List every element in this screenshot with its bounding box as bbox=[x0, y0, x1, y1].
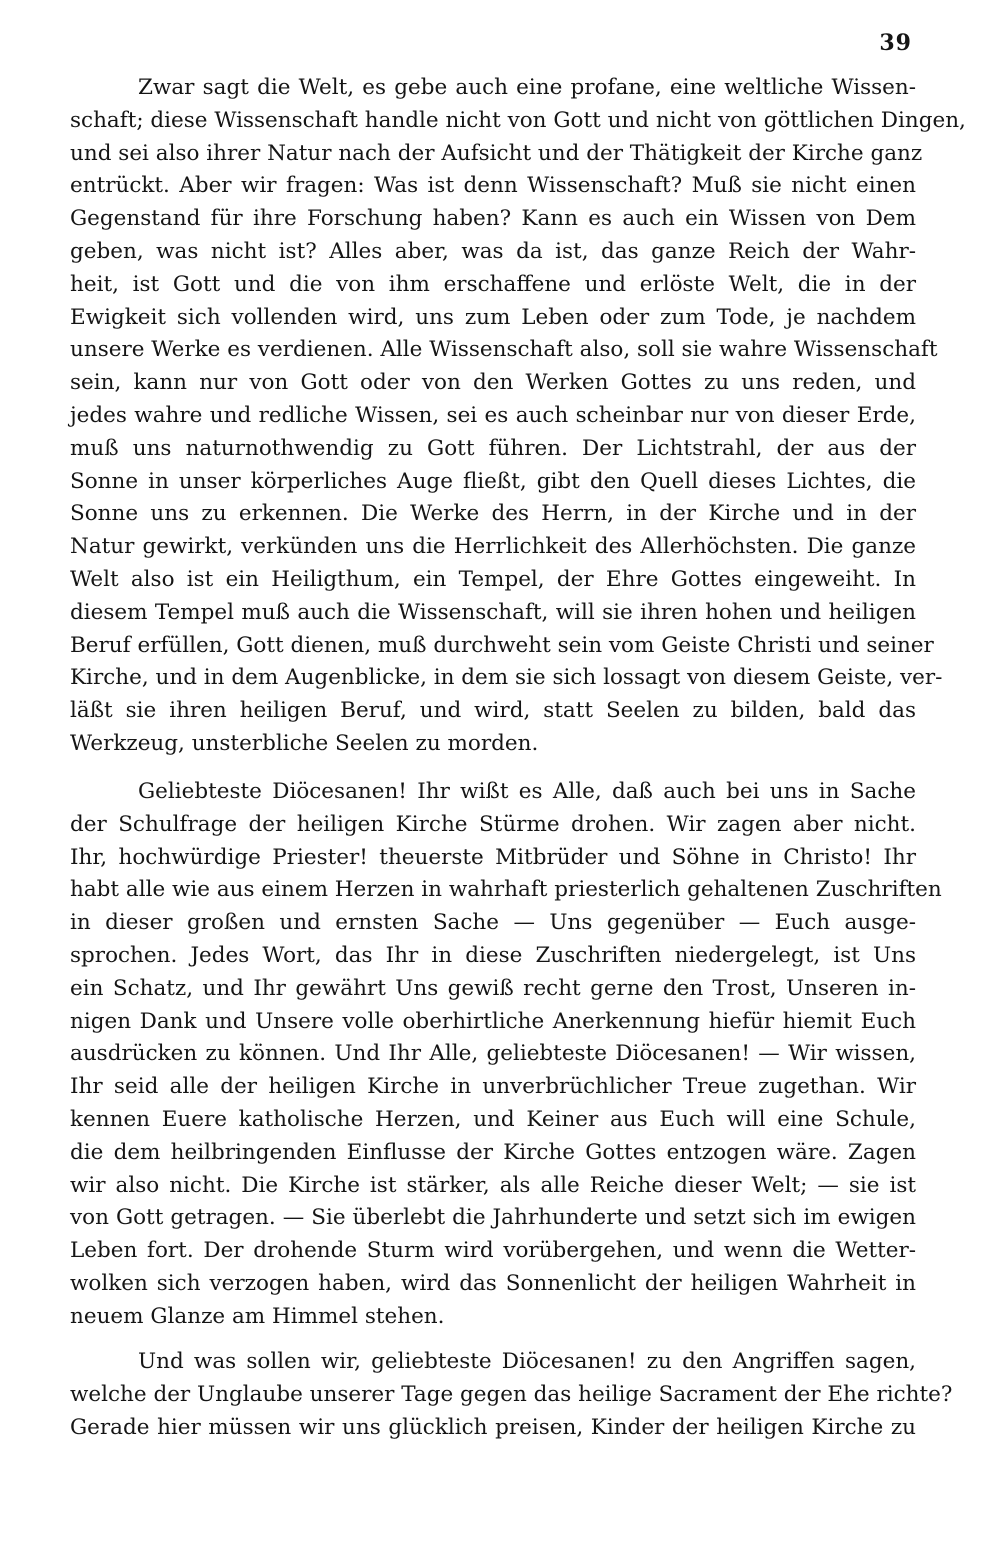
text-line: unsere Werke es verdienen. Alle Wissenschaft also, soll sie wahre Wissenschaft bbox=[70, 337, 938, 363]
text-line: Leben fort. Der drohende Sturm wird vorübergehen, und wenn die Wetter- bbox=[70, 1238, 916, 1264]
text-line: der Schulfrage der heiligen Kirche Stürme drohen. Wir zagen aber nicht. bbox=[70, 811, 916, 837]
text-line: Beruf erfüllen, Gott dienen, muß durchweht sein vom Geiste Christi und seiner bbox=[70, 632, 934, 658]
page-number: 39 bbox=[879, 30, 912, 56]
text-line: Ihr seid alle der heiligen Kirche in unverbrüchlicher Treue zugethan. Wir bbox=[70, 1074, 916, 1100]
text-line: Kirche, und in dem Augenblicke, in dem sie sich lossagt von diesem Geiste, ver- bbox=[70, 665, 943, 691]
text-line: Und was sollen wir, geliebteste Diöcesanen! zu den Angriffen sagen, bbox=[138, 1349, 916, 1374]
text-line: kennen Euere katholische Herzen, und Keiner aus Euch will eine Schule, bbox=[70, 1106, 916, 1132]
text-line: und sei also ihrer Natur nach der Aufsicht und der Thätigkeit der Kirche ganz bbox=[70, 140, 923, 166]
paragraph-3 bbox=[70, 1346, 953, 1444]
text-line: Ewigkeit sich vollenden wird, uns zum Leben oder zum Tode, je nachdem bbox=[70, 304, 916, 330]
text-line: wir also nicht. Die Kirche ist stärker, als alle Reiche dieser Welt; — sie ist bbox=[70, 1172, 916, 1198]
text-line: sein, kann nur von Gott oder von den Werken Gottes zu uns reden, und bbox=[70, 370, 916, 396]
text-line: Natur gewirkt, verkünden uns die Herrlichkeit des Allerhöchsten. Die ganze bbox=[70, 534, 916, 560]
paragraph-2 bbox=[70, 776, 942, 1334]
text-line: Welt also ist ein Heiligthum, ein Tempel, der Ehre Gottes eingeweiht. In bbox=[70, 566, 916, 592]
text-line: habt alle wie aus einem Herzen in wahrhaft priesterlich gehaltenen Zuschriften bbox=[70, 877, 942, 903]
text-line: nigen Dank und Unsere volle oberhirtliche Anerkennung hiefür hiemit Euch bbox=[70, 1008, 916, 1034]
text-line: welche der Unglaube unserer Tage gegen das heilige Sacrament der Ehe richte? bbox=[70, 1381, 953, 1407]
text-line: schaft; diese Wissenschaft handle nicht von Gott und nicht von göttlichen Dingen, bbox=[70, 107, 966, 133]
text-line: Sonne in unser körperliches Auge fließt, gibt den Quell dieses Lichtes, die bbox=[70, 468, 916, 494]
text-line: Geliebteste Diöcesanen! Ihr wißt es Alle, daß auch bei uns in Sache bbox=[138, 779, 916, 804]
text-line: von Gott getragen. — Sie überlebt die Jahrhunderte und setzt sich im ewigen bbox=[70, 1205, 916, 1231]
text-line: jedes wahre und redliche Wissen, sei es auch scheinbar nur von dieser Erde, bbox=[70, 402, 916, 428]
text-line: sprochen. Jedes Wort, das Ihr in diese Zuschriften niedergelegt, ist Uns bbox=[70, 942, 916, 968]
text-line: heit, ist Gott und die von ihm erschaffene und erlöste Welt, die in der bbox=[70, 271, 916, 297]
text-line: Zwar sagt die Welt, es gebe auch eine profane, eine weltliche Wissen- bbox=[138, 75, 916, 100]
text-line: in dieser großen und ernsten Sache — Uns gegenüber — Euch ausge- bbox=[70, 910, 916, 936]
text-line: neuem Glanze am Himmel stehen. bbox=[70, 1303, 445, 1329]
text-line: entrückt. Aber wir fragen: Was ist denn Wissenschaft? Muß sie nicht einen bbox=[70, 173, 916, 199]
text-line: ausdrücken zu können. Und Ihr Alle, geliebteste Diöcesanen! — Wir wissen, bbox=[70, 1041, 916, 1067]
text-line: läßt sie ihren heiligen Beruf, und wird, statt Seelen zu bilden, bald das bbox=[70, 698, 916, 724]
text-line: geben, was nicht ist? Alles aber, was da ist, das ganze Reich der Wahr- bbox=[70, 238, 916, 264]
text-line: Werkzeug, unsterbliche Seelen zu morden. bbox=[70, 730, 539, 756]
text-line: diesem Tempel muß auch die Wissenschaft, will sie ihren hohen und heiligen bbox=[70, 599, 916, 625]
text-line: Sonne uns zu erkennen. Die Werke des Herrn, in der Kirche und in der bbox=[70, 501, 916, 527]
text-line: ein Schatz, und Ihr gewährt Uns gewiß recht gerne den Trost, Unseren in- bbox=[70, 975, 916, 1001]
paragraph-1 bbox=[70, 72, 966, 761]
text-line: Ihr, hochwürdige Priester! theuerste Mitbrüder und Söhne in Christo! Ihr bbox=[70, 844, 916, 870]
text-line: die dem heilbringenden Einflusse der Kirche Gottes entzogen wäre. Zagen bbox=[70, 1139, 916, 1165]
text-line: Gerade hier müssen wir uns glücklich preisen, Kinder der heiligen Kirche zu bbox=[70, 1414, 916, 1440]
text-line: Gegenstand für ihre Forschung haben? Kann es auch ein Wissen von Dem bbox=[70, 206, 916, 232]
text-line: muß uns naturnothwendig zu Gott führen. Der Lichtstrahl, der aus der bbox=[70, 435, 916, 461]
text-line: wolken sich verzogen haben, wird das Sonnenlicht der heiligen Wahrheit in bbox=[70, 1270, 916, 1296]
